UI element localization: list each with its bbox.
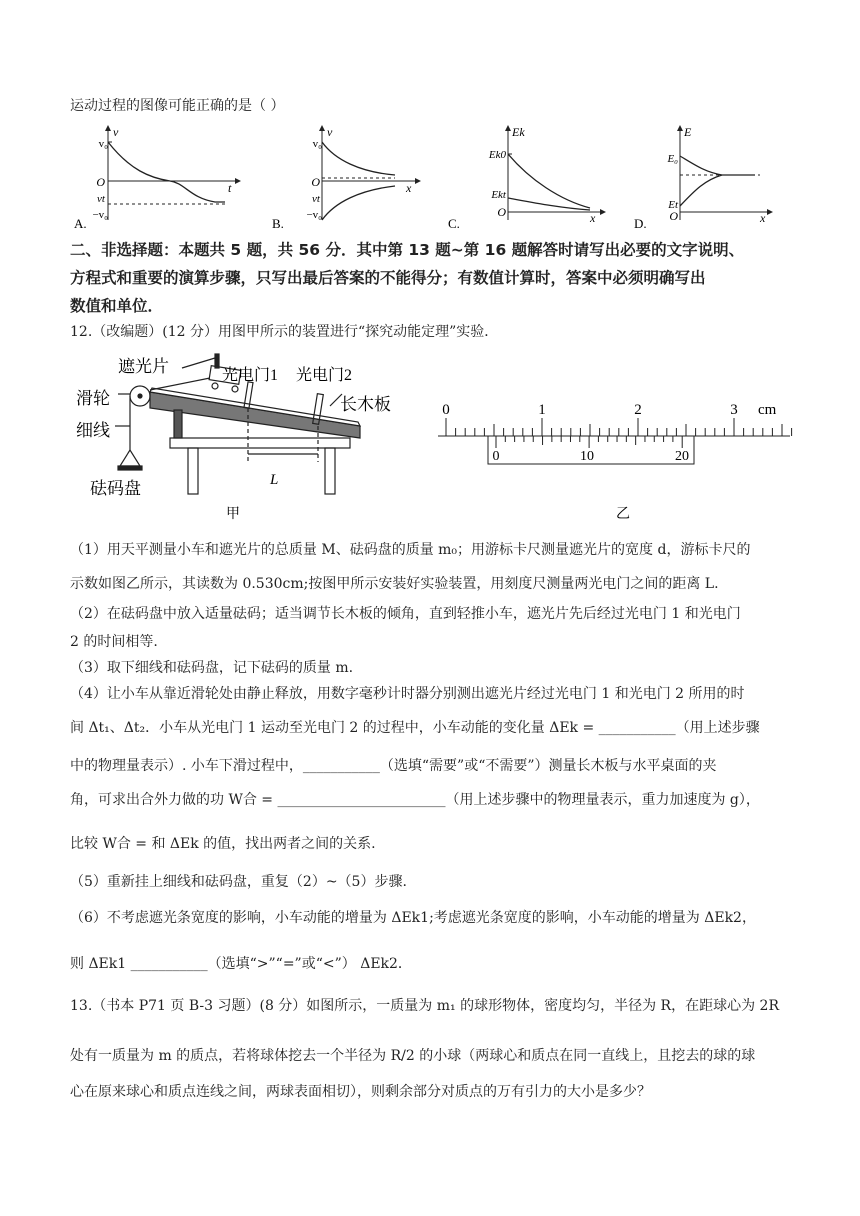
- q12-line: 2 的时间相等.: [70, 634, 158, 650]
- q12-line: （2）在砝码盘中放入适量砝码；适当调节长木板的倾角，直到轻推小车，遮光片先后经过光电门 1 和光电门: [70, 606, 741, 622]
- label-board: 长木板: [340, 395, 391, 414]
- q12-line: （1）用天平测量小车和遮光片的总质量 M、砝码盘的质量 m₀；用游标卡尺测量遮光片的宽度 d，游标卡尺的: [70, 542, 751, 558]
- option-d-letter: D.: [634, 216, 647, 231]
- q12-line: （4）让小车从靠近滑轮处由静止释放，用数字毫秒计时器分别测出遮光片经过光电门 1 和光电门 2 所用的时: [70, 686, 745, 702]
- option-c-xaxis: x: [590, 211, 596, 225]
- option-graphs: [60, 120, 800, 232]
- option-b-origin: O: [311, 175, 320, 189]
- option-c-origin: O: [497, 205, 506, 219]
- caption-jia: 甲: [226, 507, 240, 522]
- label-pulley: 滑轮: [76, 389, 110, 408]
- option-d-origin: O: [669, 209, 678, 223]
- option-a-graph: [108, 126, 240, 220]
- label-gate2: 光电门2: [296, 367, 353, 384]
- q12-title: 12.（改编题）(12 分）用图甲所示的装置进行“探究动能定理”实验．: [70, 324, 499, 340]
- option-c-top: Ek0: [488, 149, 506, 161]
- vernier-scale-20: 20: [675, 449, 689, 464]
- option-a-top: v₀: [98, 138, 108, 150]
- option-a-letter: A.: [74, 216, 87, 231]
- option-b-letter: B.: [272, 216, 284, 231]
- q12-line: 则 ΔEk1 ___________（选填“>”“=”或“<”） ΔEk2．: [70, 956, 412, 972]
- option-c-graph: [508, 126, 605, 220]
- option-d-yaxis: E: [684, 125, 692, 139]
- q13-line: 处有一质量为 m 的质点，若将球体挖去一个半径为 R/2 的小球（两球心和质点在同一直线上，且挖去的球的球: [70, 1048, 756, 1064]
- main-scale-1: 1: [538, 402, 546, 418]
- option-d-top: E₀: [667, 153, 678, 165]
- label-tray: 砝码盘: [90, 479, 141, 498]
- figure-yi-caliper: [430, 350, 810, 530]
- main-scale-unit: cm: [758, 402, 777, 418]
- option-b-top: v₀: [312, 138, 322, 150]
- option-a-mid: vt: [97, 193, 105, 205]
- q12-line: 间 Δt₁、Δt₂．小车从光电门 1 运动至光电门 2 的过程中，小车动能的变化量 ΔEk = ___________（用上述步骤: [70, 720, 760, 736]
- q13-line: 心在原来球心和质点连线之间，两球表面相切），则剩余部分对质点的万有引力的大小是多少？: [70, 1084, 651, 1100]
- option-a-neg: −v₀: [92, 209, 108, 221]
- main-scale-2: 2: [634, 402, 642, 418]
- caption-yi: 乙: [616, 507, 630, 522]
- option-b-mid: vt: [312, 193, 320, 205]
- option-a-yaxis: v: [113, 125, 119, 139]
- section-header-line-3: 数值和单位．: [70, 297, 164, 315]
- option-c-mid: Ekt: [491, 189, 506, 201]
- option-b-yaxis: v: [327, 125, 333, 139]
- option-b-graph: [322, 126, 420, 220]
- main-scale-0: 0: [442, 402, 450, 418]
- label-shade: 遮光片: [118, 357, 169, 376]
- q12-line: 比较 W合 = 和 ΔEk 的值，找出两者之间的关系.: [70, 836, 376, 852]
- q12-line: 示数如图乙所示，其读数为 0.530cm;按图甲所示安装好实验装置，用刻度尺测量两光电门之间的距离 L.: [70, 576, 719, 592]
- option-c-letter: C.: [448, 216, 460, 231]
- option-b-neg: −v₀: [306, 209, 322, 221]
- option-a-origin: O: [96, 175, 105, 189]
- option-c-yaxis: Ek: [512, 125, 525, 139]
- q12-line: （5）重新挂上细线和砝码盘，重复（2）~（5）步骤.: [70, 874, 407, 890]
- vernier-scale-10: 10: [580, 449, 594, 464]
- vernier-scale-0: 0: [492, 449, 500, 464]
- label-string: 细线: [76, 421, 110, 440]
- q12-line: 角，可求出合外力做的功 W合 = ________________________（用上述步骤中的物理量表示，重力加速度为 g），: [70, 792, 760, 808]
- option-a-xaxis: t: [228, 181, 232, 195]
- option-d-mid: Et: [668, 199, 678, 211]
- figure-jia-apparatus: [70, 350, 410, 530]
- main-scale-3: 3: [730, 402, 738, 418]
- question-lead-line: 运动过程的图像可能正确的是（ ）: [70, 98, 285, 114]
- label-distance: L: [270, 472, 279, 488]
- section-header-line-2: 方程式和重要的演算步骤，只写出最后答案的不能得分；有数值计算时，答案中必须明确写出: [70, 269, 706, 287]
- section-header-line-1: 二、非选择题：本题共 5 题，共 56 分．其中第 13 题~第 16 题解答时请写出必要的文字说明、: [70, 241, 745, 259]
- q13-line: 13.（书本 P71 页 B-3 习题）(8 分）如图所示，一质量为 m₁ 的球形物体，密度均匀，半径为 R，在距球心为 2R: [70, 998, 779, 1014]
- label-gate1: 光电门1: [222, 367, 279, 384]
- q12-line: （6）不考虑遮光条宽度的影响，小车动能的增量为 ΔEk1;考虑遮光条宽度的影响，小车动能的增量为 ΔEk2，: [70, 910, 756, 926]
- option-d-graph: [680, 126, 772, 220]
- q12-line: （3）取下细线和砝码盘，记下砝码的质量 m.: [70, 660, 354, 676]
- q12-line: 中的物理量表示）. 小车下滑过程中，___________（选填“需要”或“不需要”）测量长木板与水平桌面的夹: [70, 758, 717, 774]
- option-d-xaxis: x: [760, 211, 766, 225]
- option-b-xaxis: x: [406, 181, 412, 195]
